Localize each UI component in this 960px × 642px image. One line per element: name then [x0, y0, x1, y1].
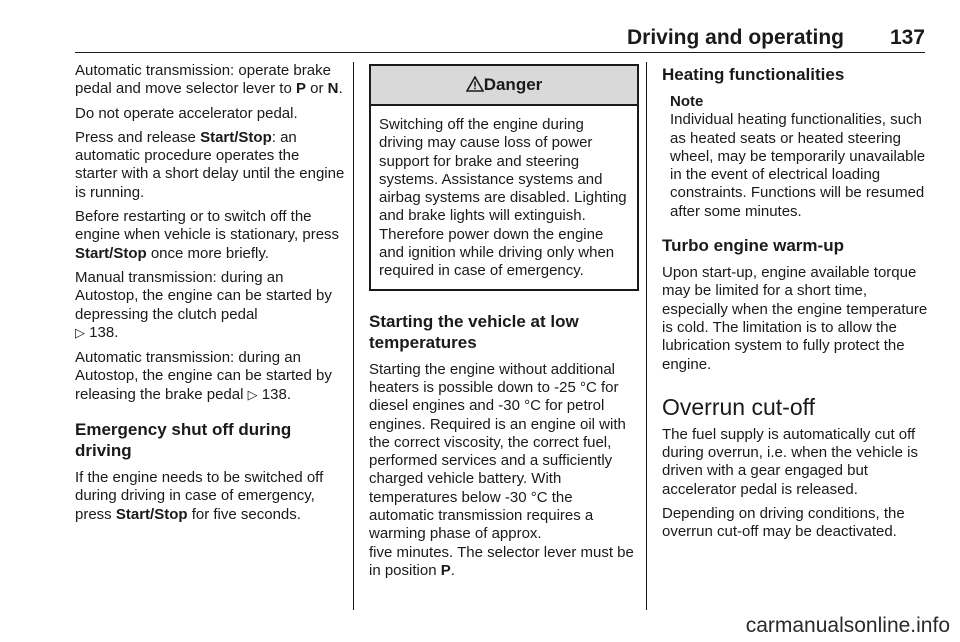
warning-triangle-icon — [466, 76, 484, 92]
note-box — [662, 93, 932, 221]
paragraph: Manual transmission: during an Autostop, the engine can be started by depressing the clutch pedal ▷ 138. — [75, 268, 332, 341]
paragraph: Press and release Start/Stop: an automatic procedure operates the starter with a short delay until the engine is running. — [75, 128, 345, 201]
paragraph: Automatic transmission: operate brake pedal and move selector lever to P or N. — [75, 62, 343, 98]
paragraph: Automatic transmission: during an Autostop, the engine can be started by releasing the brake pedal ▷ 138. — [75, 349, 332, 403]
note-text: Individual heating functionalities, such as heated seats or heated steering wheel, may be temporarily unavailable in the event of electrical loading constraints. Functions will be resumed after some minutes. — [670, 111, 926, 220]
paragraph: Depending on driving conditions, the overrun cut-off may be deactivated. — [662, 505, 905, 541]
page-ref-link[interactable]: 138 — [261, 385, 287, 403]
danger-box — [369, 64, 639, 291]
page-ref-link[interactable]: 138 — [89, 323, 115, 341]
column-1 — [75, 62, 345, 530]
paragraph: Before restarting or to switch off the engine when vehicle is stationary, press Start/Stop once more briefly. — [75, 208, 340, 262]
note-label: Note — [670, 93, 704, 110]
paragraph: Upon start-up, engine available torque may be limited for a short time, especially when the engine temperature is cold. The limitation is to allow the lubrication system to fully protect the engine. — [662, 264, 928, 373]
section-heading: Emergency shut off during driving — [75, 420, 292, 461]
page-header — [0, 22, 960, 54]
column-3 — [662, 62, 932, 548]
column-divider-2 — [646, 62, 647, 610]
paragraph: Do not operate accelerator pedal. — [75, 104, 298, 122]
chapter-title: Driving and operating — [626, 26, 844, 49]
paragraph: Starting the engine without additional heaters is possible down to -25 °C for diesel engines and -30 °C for petrol engines. Required is an engine oil with the correct viscosity, the correct fuel, performed services and a sufficiently charged vehicle battery. With temperatures below -30 °C the automatic transmission requires a warming phase of approx. five minutes. The selector lever must be in position P. — [369, 360, 634, 579]
danger-header — [371, 66, 637, 106]
section-heading: Starting the vehicle at low temperatures — [369, 311, 579, 352]
section-heading: Heating functionalities — [662, 65, 845, 84]
column-divider-1 — [353, 62, 354, 610]
header-rule — [75, 52, 925, 53]
paragraph: The fuel supply is automatically cut off during overrun, i.e. when the vehicle is driven with a gear engaged but accelerator pedal is released. — [662, 425, 918, 498]
page-ref-arrow-icon: ▷ — [75, 325, 85, 341]
paragraph: If the engine needs to be switched off during driving in case of emergency, press Start/Stop for five seconds. — [75, 469, 324, 523]
watermark: carmanualsonline.info — [745, 614, 950, 637]
page-number: 137 — [889, 26, 925, 49]
page-ref-arrow-icon: ▷ — [247, 387, 258, 403]
column-2 — [369, 62, 639, 586]
danger-text: Switching off the engine during driving may cause loss of power support for brake and steering systems. Assistance systems and airbag systems are disabled. Lighting and brake lights will extinguish. Therefore power down the engine and ignition while driving only when required in case of emergency. — [379, 116, 627, 280]
danger-label: Danger — [483, 75, 543, 94]
section-heading: Overrun cut-off — [662, 393, 815, 420]
section-heading: Turbo engine warm-up — [662, 236, 844, 256]
